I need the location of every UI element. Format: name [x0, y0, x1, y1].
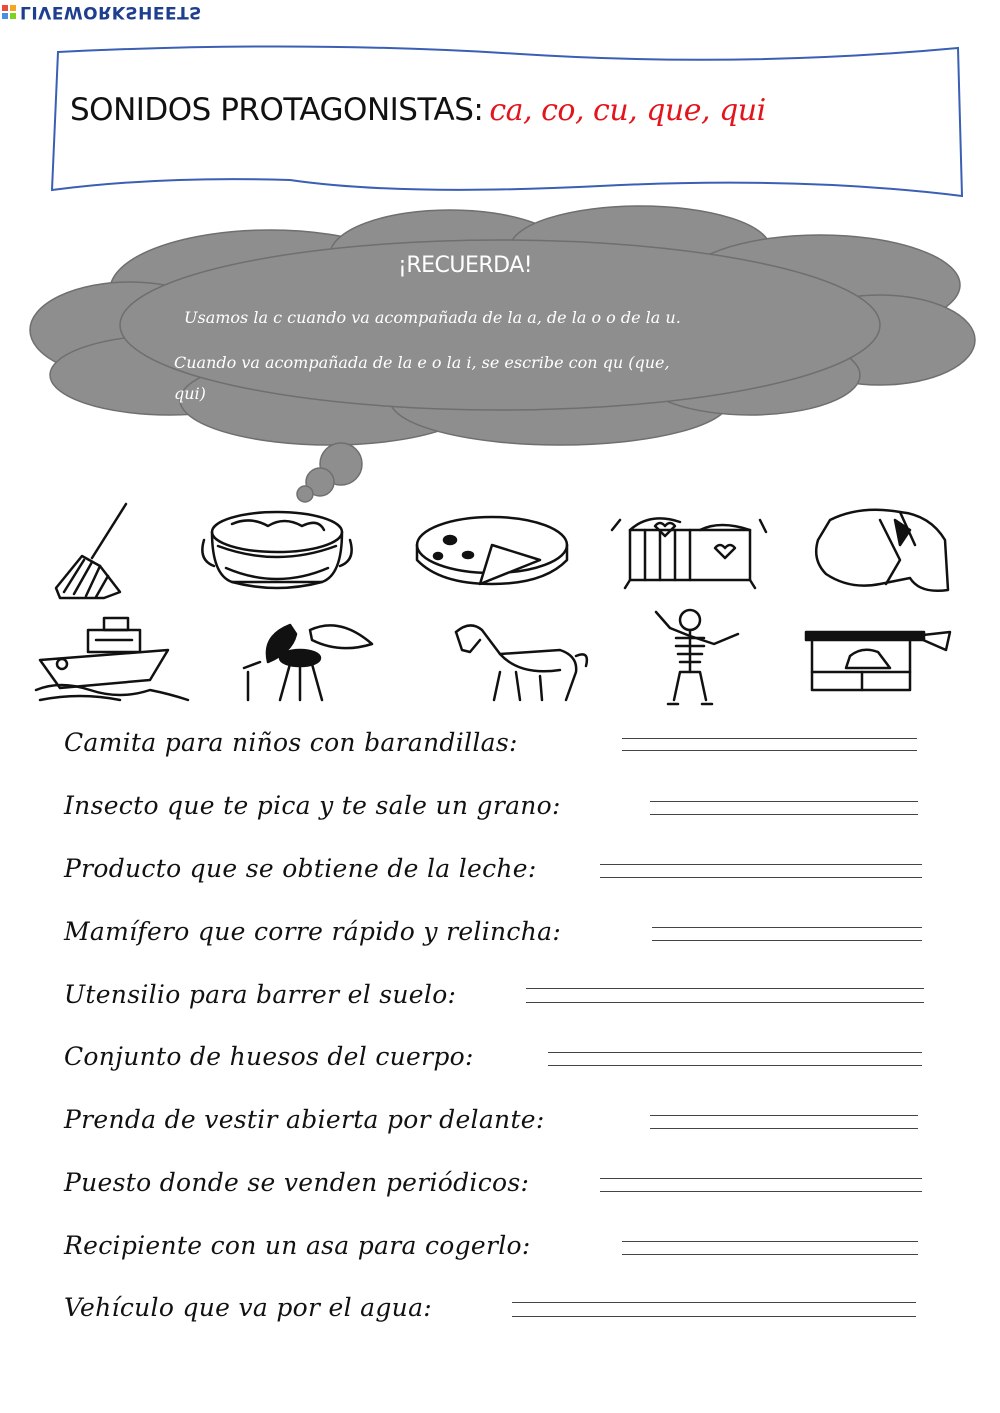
crib-picture: [612, 518, 766, 588]
answer-line[interactable]: [600, 1178, 922, 1179]
clue-text: Producto que se obtiene de la leche:: [64, 854, 537, 883]
reminder-title: ¡RECUERDA!: [398, 253, 533, 278]
logo-text: LIVEWORKSHEETS: [20, 2, 202, 22]
answer-line[interactable]: [652, 927, 922, 928]
reminder-line-1: Usamos la c cuando va acompañada de la a, de la o o de la u.: [184, 308, 681, 327]
bucket-picture: [202, 512, 351, 588]
answer-line[interactable]: [512, 1302, 916, 1303]
reminder-line-3: qui): [174, 384, 206, 403]
clue-text: Recipiente con un asa para cogerlo:: [64, 1231, 531, 1260]
answer-line[interactable]: [526, 988, 924, 989]
skeleton-picture: [656, 610, 738, 704]
horse-picture: [456, 625, 587, 700]
clue-text: Puesto donde se venden periódicos:: [64, 1168, 530, 1197]
title-text: SONIDOS PROTAGONISTAS:: [70, 92, 484, 128]
answer-line[interactable]: [622, 1241, 918, 1242]
answer-line-guide: [622, 1254, 918, 1255]
answer-line-guide: [652, 940, 922, 941]
clue-text: Prenda de vestir abierta por delante:: [64, 1105, 545, 1134]
kiosk-picture: [806, 632, 950, 690]
answer-line[interactable]: [622, 738, 917, 739]
answer-line-guide: [650, 814, 918, 815]
answer-line-guide: [526, 1002, 924, 1003]
clue-text: Insecto que te pica y te sale un grano:: [64, 791, 561, 820]
clue-text: Vehículo que va por el agua:: [64, 1293, 432, 1322]
cheese-picture: [417, 517, 567, 584]
broom-picture: [56, 504, 126, 598]
clue-text: Camita para niños con barandillas:: [64, 728, 518, 757]
title-sounds: ca, co, cu, que, qui: [489, 93, 766, 128]
answer-line-guide: [600, 877, 922, 878]
boat-picture: [36, 618, 188, 700]
answer-line-guide: [622, 750, 917, 751]
answer-line-guide: [512, 1316, 916, 1317]
mosquito-picture: [244, 625, 372, 700]
answer-line[interactable]: [650, 801, 918, 802]
clue-text: Conjunto de huesos del cuerpo:: [64, 1042, 474, 1071]
answer-line[interactable]: [650, 1115, 918, 1116]
clue-text: Mamífero que corre rápido y relincha:: [64, 917, 562, 946]
answer-line-guide: [548, 1065, 922, 1066]
answer-line-guide: [650, 1128, 918, 1129]
jacket-picture: [816, 510, 948, 591]
reminder-line-2: Cuando va acompañada de la e o la i, se escribe con qu (que,: [174, 353, 670, 372]
clue-text: Utensilio para barrer el suelo:: [64, 980, 457, 1009]
answer-line[interactable]: [600, 864, 922, 865]
answer-line[interactable]: [548, 1052, 922, 1053]
answer-line-guide: [600, 1191, 922, 1192]
